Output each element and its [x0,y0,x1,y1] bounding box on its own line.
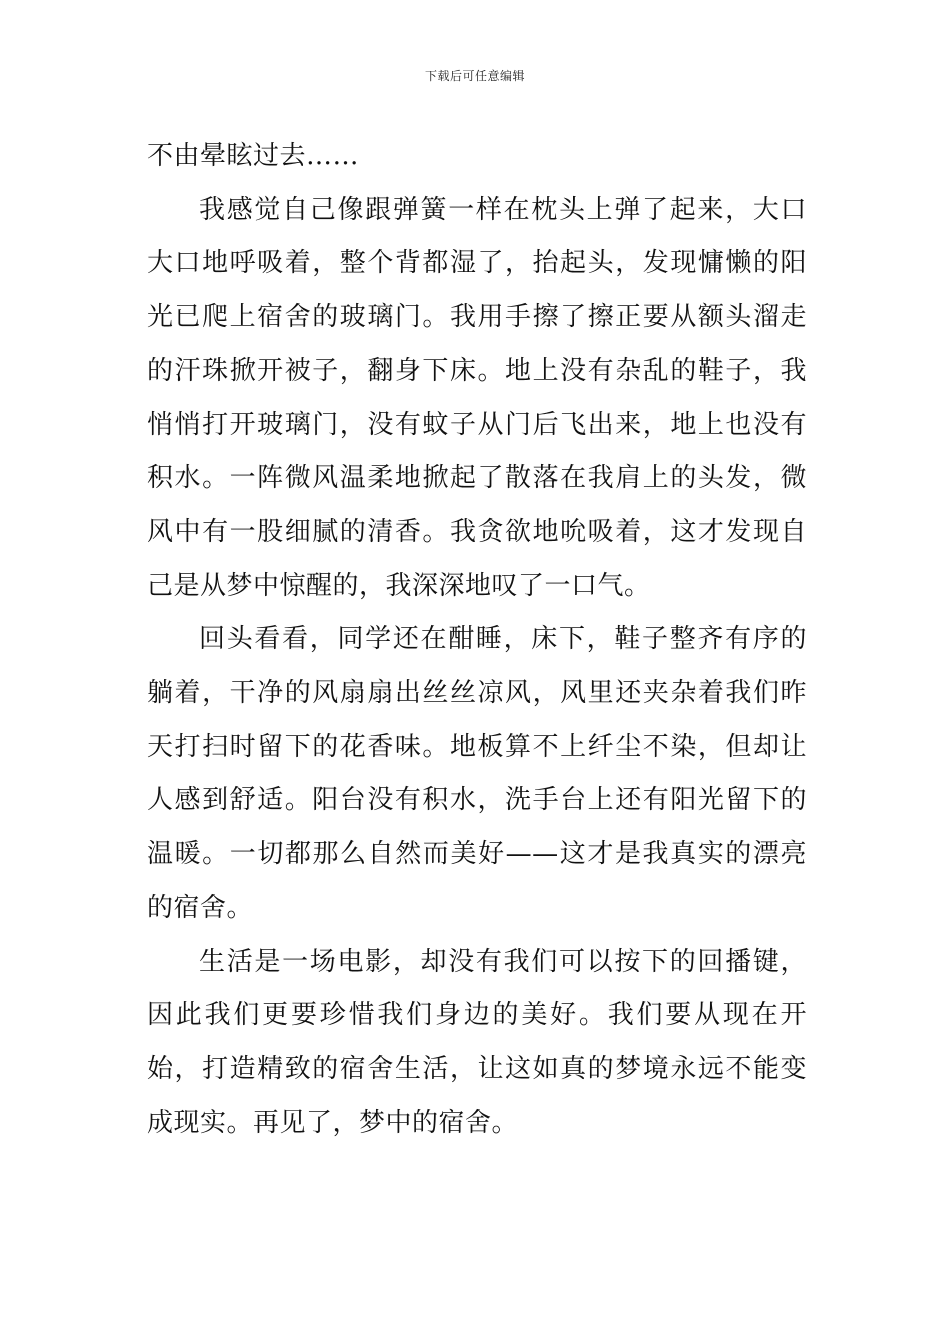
paragraph-1: 不由晕眩过去…… [147,141,360,171]
paragraph-2: 我感觉自己像跟弹簧一样在枕头上弹了起来，大口大口地呼吸着，整个背都湿了，抬起头，发现慵懒的阳光已爬上宿舍的玻璃门。我用手擦了擦正要从额头溜走的汗珠掀开被子，翻身下床。地上没有杂乱的鞋子，我悄悄打开玻璃门，没有蚊子从门后飞出来，地上也没有积水。一阵微风温柔地掀起了散落在我肩上的头发，微风中有一股细腻的清香。我贪欲地吮吸着，这才发现自己是从梦中惊醒的，我深深地叹了一口气。 [147,194,807,601]
page-header: 下载后可任意编辑 [424,69,525,83]
document-body [147,130,807,1150]
paragraph-3: 回头看看，同学还在酣睡，床下，鞋子整齐有序的躺着，干净的风扇扇出丝丝凉风，风里还夹杂着我们昨天打扫时留下的花香味。地板算不上纤尘不染，但却让人感到舒适。阳台没有积水，洗手台上还有阳光留下的温暖。一切都那么自然而美好——这才是我真实的漂亮的宿舍。 [147,624,807,923]
paragraph-4: 生活是一场电影，却没有我们可以按下的回播键，因此我们更要珍惜我们身边的美好。我们要从现在开始，打造精致的宿舍生活，让这如真的梦境永远不能变成现实。再见了，梦中的宿舍。 [147,946,807,1138]
